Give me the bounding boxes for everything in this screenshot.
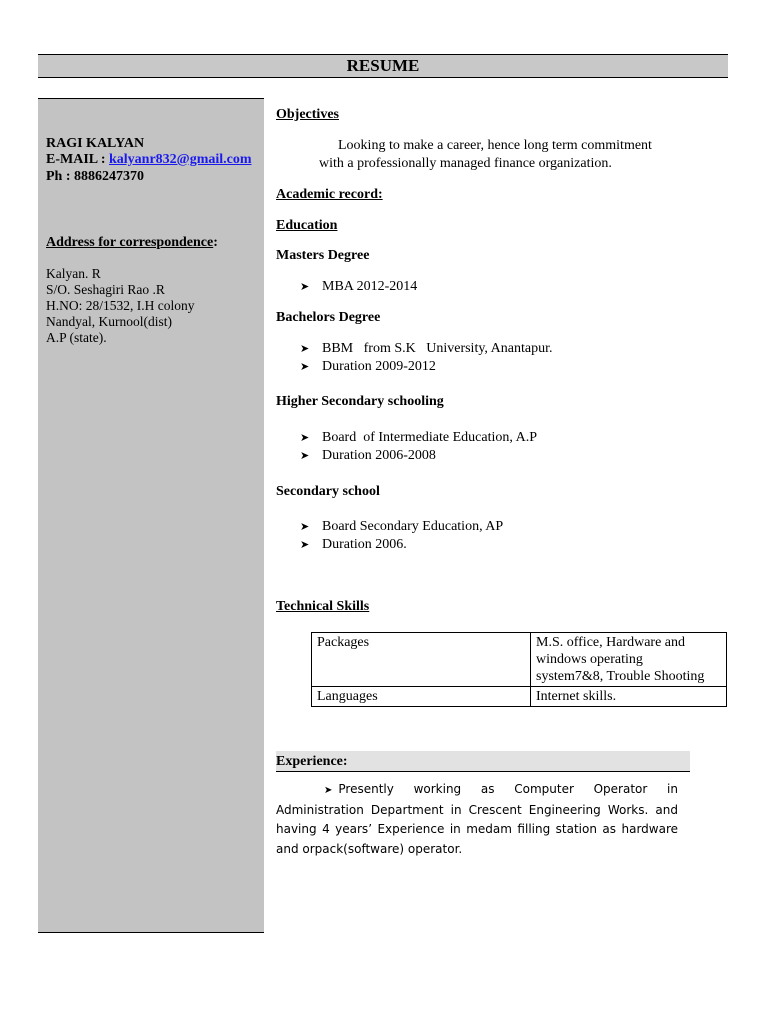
address-line: Kalyan. R (46, 266, 101, 281)
masters-heading: Masters Degree (276, 248, 370, 263)
objective-line-1: Looking to make a career, hence long term commitment (338, 138, 652, 153)
resume-title: RESUME (38, 54, 728, 78)
list-item (300, 340, 552, 358)
arrow-bullet-icon: ➤ (300, 343, 310, 355)
list-item-text: Board Secondary Education, AP (322, 519, 504, 534)
list-item-text: Board of Intermediate Education, A.P (322, 430, 537, 445)
secondary-heading: Secondary school (276, 484, 380, 499)
contact-phone: Ph : 8886247370 (46, 169, 144, 184)
skill-value-line: Internet skills. (536, 689, 617, 704)
technical-skills-heading: Technical Skills (276, 599, 370, 614)
arrow-bullet-icon: ➤ (300, 361, 310, 373)
skills-table (311, 632, 727, 707)
address-heading (46, 235, 218, 251)
list-item (300, 358, 552, 376)
higher-secondary-list (300, 429, 537, 465)
arrow-bullet-icon: ➤ (300, 432, 310, 444)
list-item (300, 536, 503, 554)
academic-record-heading: Academic record: (276, 187, 383, 202)
skill-value-line: system7&8, Trouble Shooting (536, 669, 705, 684)
objectives-heading: Objectives (276, 107, 339, 122)
list-item-text: MBA 2012-2014 (322, 279, 418, 294)
skill-label-cell: Languages (312, 687, 531, 707)
list-item-text: Duration 2006. (322, 537, 407, 552)
bachelors-list (300, 340, 552, 376)
arrow-bullet-icon: ➤ (300, 281, 310, 293)
list-item-text: Duration 2006-2008 (322, 448, 436, 463)
experience-heading: Experience: (276, 751, 690, 772)
arrow-bullet-icon: ➤ (300, 521, 310, 533)
secondary-list (300, 518, 503, 554)
higher-secondary-heading: Higher Secondary schooling (276, 394, 444, 409)
email-link[interactable]: kalyanr832@gmail.com (109, 152, 252, 167)
arrow-bullet-icon: ➤ (300, 450, 310, 462)
table-row (312, 633, 727, 687)
list-item-text: Duration 2009-2012 (322, 359, 436, 374)
arrow-bullet-icon: ➤ (300, 539, 310, 551)
address-block (46, 266, 195, 346)
address-heading-colon: : (213, 235, 218, 250)
experience-text (276, 780, 678, 859)
address-line: S/O. Seshagiri Rao .R (46, 282, 165, 297)
sidebar-panel (38, 98, 264, 933)
skill-value-cell (531, 687, 727, 707)
education-heading: Education (276, 218, 338, 233)
list-item-text: BBM from S.K University, Anantapur. (322, 341, 553, 356)
objective-line-2: with a professionally managed finance organization. (319, 156, 612, 171)
contact-email-line (46, 152, 252, 168)
experience-body: Presently working as Computer Operator in Administration Department in Crescent Engineering Works. and having 4 years’ Experience in medam filling station as hardware and orpack(software) operator. (276, 782, 678, 856)
email-label: E-MAIL : (46, 152, 109, 167)
address-line: Nandyal, Kurnool(dist) (46, 314, 172, 329)
arrow-bullet-icon: ➤ (324, 785, 333, 796)
skill-value-line: windows operating (536, 652, 643, 667)
address-heading-text: Address for correspondence (46, 235, 214, 250)
address-line: A.P (state). (46, 330, 107, 345)
list-item (300, 518, 503, 536)
bachelors-heading: Bachelors Degree (276, 310, 381, 325)
skill-label-cell: Packages (312, 633, 531, 687)
address-line: H.NO: 28/1532, I.H colony (46, 298, 195, 313)
skill-value-line: M.S. office, Hardware and (536, 635, 686, 650)
list-item (300, 447, 537, 465)
masters-list (300, 278, 417, 296)
table-row (312, 687, 727, 707)
skill-value-cell (531, 633, 727, 687)
list-item (300, 429, 537, 447)
contact-name: RAGI KALYAN (46, 136, 145, 151)
list-item (300, 278, 417, 296)
